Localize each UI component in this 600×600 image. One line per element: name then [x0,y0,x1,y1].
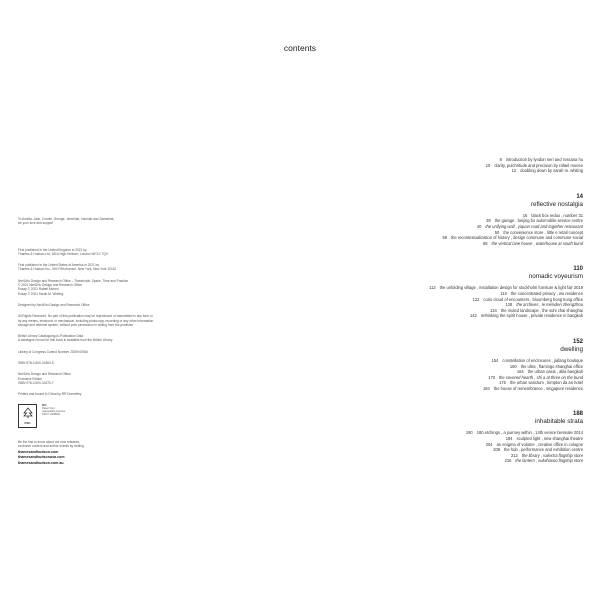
toc-page-number: 208 [493,447,501,453]
toc-page-number: 128 [505,302,513,308]
toc-page-number: 116 [500,290,507,296]
section-title: reflective nostalgia [530,200,583,208]
section-page-number: 188 [572,411,583,418]
toc-section [223,339,583,392]
fsc-mark: FSC [24,420,31,425]
toc-page-number: 154 [491,357,499,363]
toc-page-number: 112 [429,285,436,291]
toc-entry [223,241,583,247]
toc-entry-title: black box redux , number 31 [531,212,583,218]
fsc-label [42,404,82,417]
book-copyright: Neri&Hu Design and Research Office – Thresholds: Space, Time and Practice © 2021 Neri&Hu Design and Research Office Essay © 2021 Rafael Moneo Essay © 2021 Sarah M. Whiting [18,278,129,296]
toc-entry-title: the lantern , sulwhasoo flagship store [515,458,583,464]
promo-block [18,440,168,466]
toc-intro [223,157,583,174]
toc-page-number: 216 [504,458,512,464]
toc-page-number: 58 [442,235,448,241]
toc-entry-title: constellation of enclosures , jiafang boutique [502,357,583,363]
toc-entry-title: doubling down by sarah m. whiting [520,168,583,174]
toc-entry-title: curio cloud of encounters , bloomberg hong kong office [483,296,583,302]
toc-entry-title: rethinking the spirit house , private residence in bangkok [480,313,583,319]
toc-entry [223,458,583,464]
toc-page-number: 170 [488,374,496,380]
toc-entry-title: the hub , performance and exhibition centre [504,447,583,453]
website-link[interactable]: thamesandhudson.com.au [18,460,64,465]
toc-entry-title: the recontextualization of history , design commune and commune social [451,235,583,241]
toc-section [223,411,583,464]
section-title: inhabitable strata [535,418,583,426]
isbn: ISBN 978-0-500-34363-9 [18,361,54,366]
toc-page-number: 28 [486,218,491,224]
toc-page-number: 122 [472,296,480,302]
exclusive-edition: Neri&Hu Design and Research Office Exclusive Edition ISBN 978-0-500-34370-7 [18,372,71,385]
website-link[interactable]: thamesandhudson.com [18,450,59,455]
section-page-number: 152 [572,338,583,345]
toc-page-number: 204 [485,441,493,447]
promo-text: Be the first to know about our new releases, exclusive content and author events by visiting [18,439,84,448]
toc-page-number: 10 [485,162,491,168]
toc-entry [223,386,583,392]
website-link[interactable]: thamesandhudsonusa.com [18,455,65,460]
toc-entry-title: introduction by lyndon neri and rossana hu [505,157,583,162]
toc-page-number: 8 [499,157,502,162]
toc-page-number: 12 [511,168,517,174]
toc-entry-title: the garage , beijing bo automobile service centre [494,218,583,224]
dedication: To Amelia, Jack, Connie, George, Jeremiah, Hannah and Zacharias, for your love and support [18,217,115,226]
toc-page-number: 134 [489,307,497,313]
rights-statement: All Rights Reserved. No part of this publication may be reproduced or transmitted in any form or by any means, electronic or mechanical, including photocopy, recording or any other information storage and retrieval system, without prior permission in writing from the publisher [18,314,154,327]
toc-page-number: 16 [522,212,528,218]
cataloguing-data: British Library Cataloguing-in-Publication Data A catalogue record for this book is available from the British Library [18,334,113,343]
toc-entry-title: the urban oasis , alila bangkok [527,369,583,375]
toc-entry-title: the urban sanctum , kimpton da an hotel [509,380,583,386]
toc-page-number: 164 [516,369,524,375]
toc-entry-title: the vertical lane house , waterhouse at south bund [491,240,583,246]
toc-entry-title: the concentrated privacy , wu residence [510,290,583,296]
toc-entry-title: the library , valextra flagship store [521,452,583,458]
toc-entry-title: the ultra , flamingo shanghai office [520,363,583,369]
toc-page-number: 142 [469,313,477,319]
section-page-number: 110 [573,266,583,273]
toc-entry-title: the house of remembrance , singapore residence [493,385,583,391]
printed-by: Printed and bound in China by RR Donnelley [18,392,82,397]
fsc-certification [18,404,168,432]
toc-entry [223,168,583,174]
toc-page-number: 40 [476,223,482,229]
fsc-logo [18,404,37,428]
toc-entry-title: sculpted light , new shanghai theatre [516,436,583,442]
first-published-uk: First published in the United Kingdom in 2021 by Thames & Hudson Ltd, 181A High Holborn, London WC1V 7QX [18,247,109,256]
fsc-paper: Paper from responsible sources [42,406,66,413]
toc-entry-title: the convenience store , little e retail concept [503,229,583,235]
toc-page-number: 184 [482,385,490,391]
page-title: contents [283,43,317,53]
toc-entry-title: the unifying wall , yiquan road and together restaurant [485,223,583,229]
fsc-code: FSC® C008047 [42,413,61,417]
toc-page-number: 68 [482,240,488,246]
toc-entry-title: the muted landscape , the suhi chai shanghai [500,307,583,313]
toc-section [223,266,583,319]
section-page-number: 14 [576,193,583,200]
toc-entry-title: the archives , le méridien zhengzhou [516,302,583,308]
toc-entry-title: 180 etchings , a journey within , 14th venice biennale 2014 [476,430,583,436]
fsc-mix: MIX [42,403,47,407]
colophon [18,217,168,466]
toc-entry-title: the unfolding village , installation design for stockholm furniture & light fair 2019 [439,285,583,291]
toc-page-number: 212 [510,452,518,458]
first-published-us: First published in the United States of America in 2021 by Thames & Hudson Inc., 500 Fifth Avenue, New York, New York 10110 [18,263,117,272]
toc-entry-title: an enigma of volume , creative office in cologne [496,441,583,447]
toc-page-number: 176 [499,380,506,386]
loc-number: Library of Congress Control Number 2020947666 [18,349,88,354]
toc-page-number: 194 [505,436,513,442]
toc-entry [223,313,583,319]
toc-section [223,194,583,247]
toc-entry-title: clarity, pulchritude and precision by rafael moneo [494,162,583,168]
fsc-tree-icon [22,407,34,419]
designed-by: Designed by Neri&Hu Design and Research Office [18,302,90,307]
section-title: nomadic voyeurism [528,273,583,281]
toc-entry-title: the covered hearth , chi a at three on the bund [499,374,583,380]
section-title: dwelling [560,345,583,353]
toc-page-number: 160 [509,363,517,369]
table-of-contents [223,157,583,464]
toc-page-number: 50 [494,229,500,235]
toc-page-number: 190 [465,430,473,436]
